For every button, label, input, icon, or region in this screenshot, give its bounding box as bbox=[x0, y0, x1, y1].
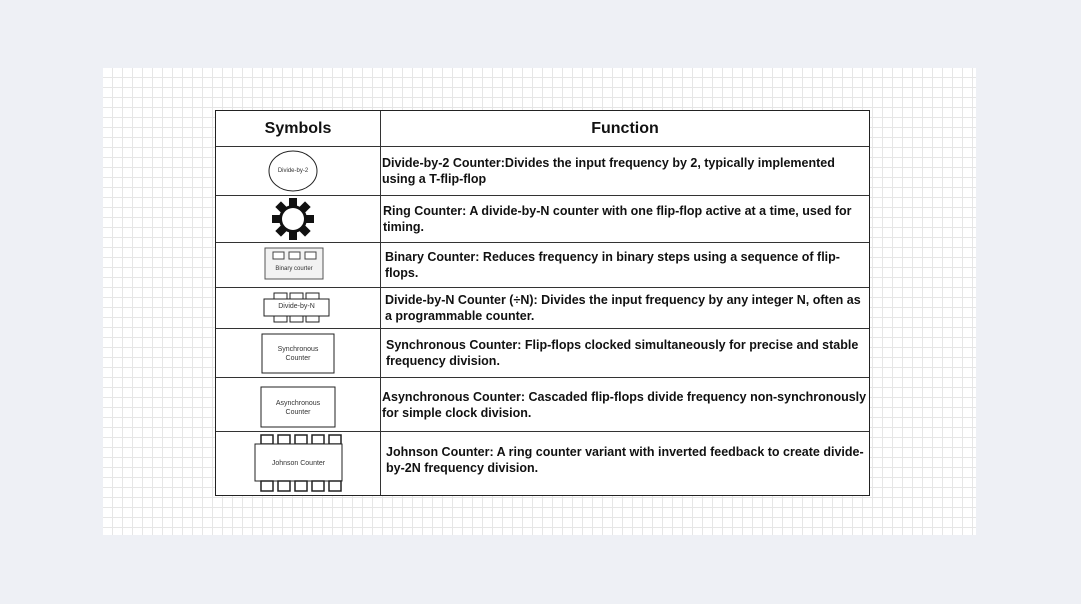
ring-counter-gear-icon bbox=[216, 196, 381, 242]
row-function-text: Divide-by-N Counter (÷N): Divides the input frequency by any integer N, often as a programmable counter. bbox=[385, 293, 861, 323]
table-row bbox=[216, 196, 869, 243]
header-function: Function bbox=[591, 119, 659, 137]
binary-counter-symbol bbox=[216, 243, 381, 287]
johnson-counter-symbol-label: Johnson Counter bbox=[271, 460, 326, 467]
row-function-text: Asynchronous Counter: Cascaded flip-flops divide frequency non-synchronously for simple clock division. bbox=[382, 389, 867, 420]
synchronous-counter-symbol bbox=[216, 329, 381, 377]
divide-by-n-symbol-label: Divide-by-N bbox=[278, 303, 315, 310]
asynchronous-counter-symbol bbox=[216, 378, 381, 431]
table-header-row bbox=[216, 111, 869, 147]
synchronous-counter-symbol-label: Synchronous Counter bbox=[277, 346, 319, 362]
table-row bbox=[216, 288, 869, 329]
row-function-text: Binary Counter: Reduces frequency in binary steps using a sequence of flip-flops. bbox=[385, 250, 840, 280]
table-row bbox=[216, 147, 869, 196]
ring-counter-symbol bbox=[216, 196, 381, 242]
johnson-counter-symbol bbox=[216, 432, 381, 495]
table-row bbox=[216, 329, 869, 378]
row-function-text: Johnson Counter: A ring counter variant with inverted feedback to create divide-by-2N frequency division. bbox=[386, 445, 864, 475]
divide-by-n-symbol bbox=[216, 288, 381, 328]
divide-by-2-symbol bbox=[216, 147, 381, 195]
divide-by-2-symbol-label: Divide-by-2 bbox=[277, 168, 309, 174]
binary-counter-symbol-label: Binary courter bbox=[275, 266, 313, 272]
row-function-text: Divide-by-2 Counter:Divides the input frequency by 2, typically implemented using a T-flip-flop bbox=[382, 156, 835, 186]
table-row bbox=[216, 243, 869, 288]
asynchronous-counter-symbol-label: Asynchronous Counter bbox=[275, 400, 321, 416]
symbols-table bbox=[215, 110, 870, 496]
header-symbols: Symbols bbox=[216, 111, 381, 146]
table-row bbox=[216, 432, 869, 495]
table-row bbox=[216, 378, 869, 432]
row-function-text: Synchronous Counter: Flip-flops clocked simultaneously for precise and stable frequency division. bbox=[386, 338, 859, 368]
row-function-text: Ring Counter: A divide-by-N counter with one flip-flop active at a time, used for timing. bbox=[383, 204, 852, 234]
